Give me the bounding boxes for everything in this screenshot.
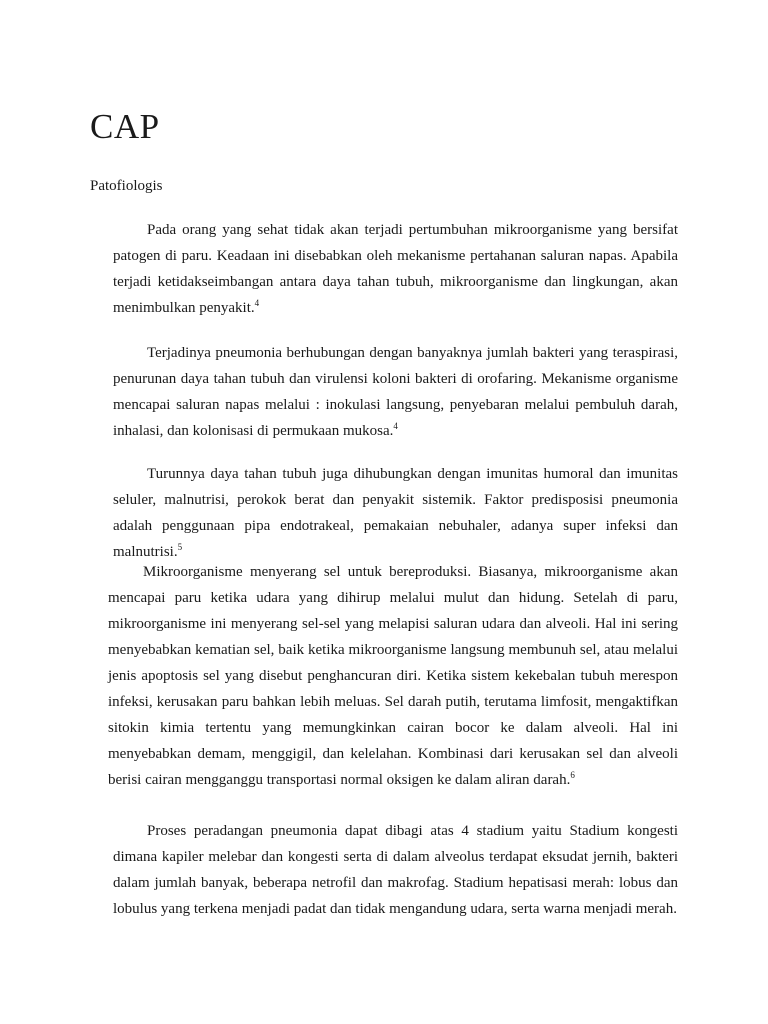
paragraph-5 (113, 818, 678, 922)
paragraph-1 (113, 217, 678, 321)
document-title: CAP (90, 107, 160, 146)
paragraph-text: Turunnya daya tahan tubuh juga dihubungkan dengan imunitas humoral dan imunitas seluler, malnutrisi, perokok berat dan penyakit sistemik. Faktor predisposisi pneumonia adalah penggunaan pipa endotrakeal, pemakaian nebuhaler, adanya super infeksi dan malnutrisi. (113, 466, 678, 560)
paragraph-3 (113, 461, 678, 565)
paragraph-2 (113, 340, 678, 444)
paragraph-text: Pada orang yang sehat tidak akan terjadi pertumbuhan mikroorganisme yang bersifat patogen di paru. Keadaan ini disebabkan oleh mekanisme pertahanan saluran napas. Apabila terjadi ketidakseimbangan antara daya tahan tubuh, mikroorganisme dan lingkungan, akan menimbulkan penyakit. (113, 222, 678, 316)
paragraph-text: Terjadinya pneumonia berhubungan dengan banyaknya jumlah bakteri yang teraspirasi, penurunan daya tahan tubuh dan virulensi koloni bakteri di orofaring. Mekanisme organisme mencapai saluran napas melalui : inokulasi langsung, penyebaran melalui pembuluh darah, inhalasi, dan kolonisasi di permukaan mukosa. (113, 345, 678, 439)
section-heading: Patofiologis (90, 178, 163, 194)
citation-ref: 4 (393, 421, 398, 431)
paragraph-text: Proses peradangan pneumonia dapat dibagi atas 4 stadium yaitu Stadium kongesti dimana kapiler melebar dan kongesti serta di dalam alveolus terdapat eksudat jernih, bakteri dalam jumlah banyak, beberapa netrofil dan makrofag. Stadium hepatisasi merah: lobus dan lobulus yang terkena menjadi padat dan tidak mengandung udara, serta warna menjadi merah. (113, 823, 678, 917)
paragraph-text: Mikroorganisme menyerang sel untuk bereproduksi. Biasanya, mikroorganisme akan mencapai paru ketika udara yang dihirup melalui mulut dan hidung. Setelah di paru, mikroorganisme ini menyerang sel-sel yang melapisi saluran udara dan alveoli. Hal ini sering menyebabkan kematian sel, baik ketika mikroorganisme langsung membunuh sel, atau melalui jenis apoptosis sel yang disebut penghancuran diri. Ketika sistem kekebalan tubuh merespon infeksi, kerusakan paru bahkan lebih meluas. Sel darah putih, terutama limfosit, mengaktifkan sitokin kimia tertentu yang memungkinkan cairan bocor ke dalam alveoli. Hal ini menyebabkan demam, menggigil, dan kelelahan. Kombinasi dari kerusakan sel dan alveoli berisi cairan mengganggu transportasi normal oksigen ke dalam aliran darah. (108, 564, 678, 788)
citation-ref: 4 (254, 298, 260, 308)
citation-ref: 5 (177, 542, 183, 552)
paragraph-4 (108, 559, 678, 793)
citation-ref: 6 (570, 770, 575, 780)
